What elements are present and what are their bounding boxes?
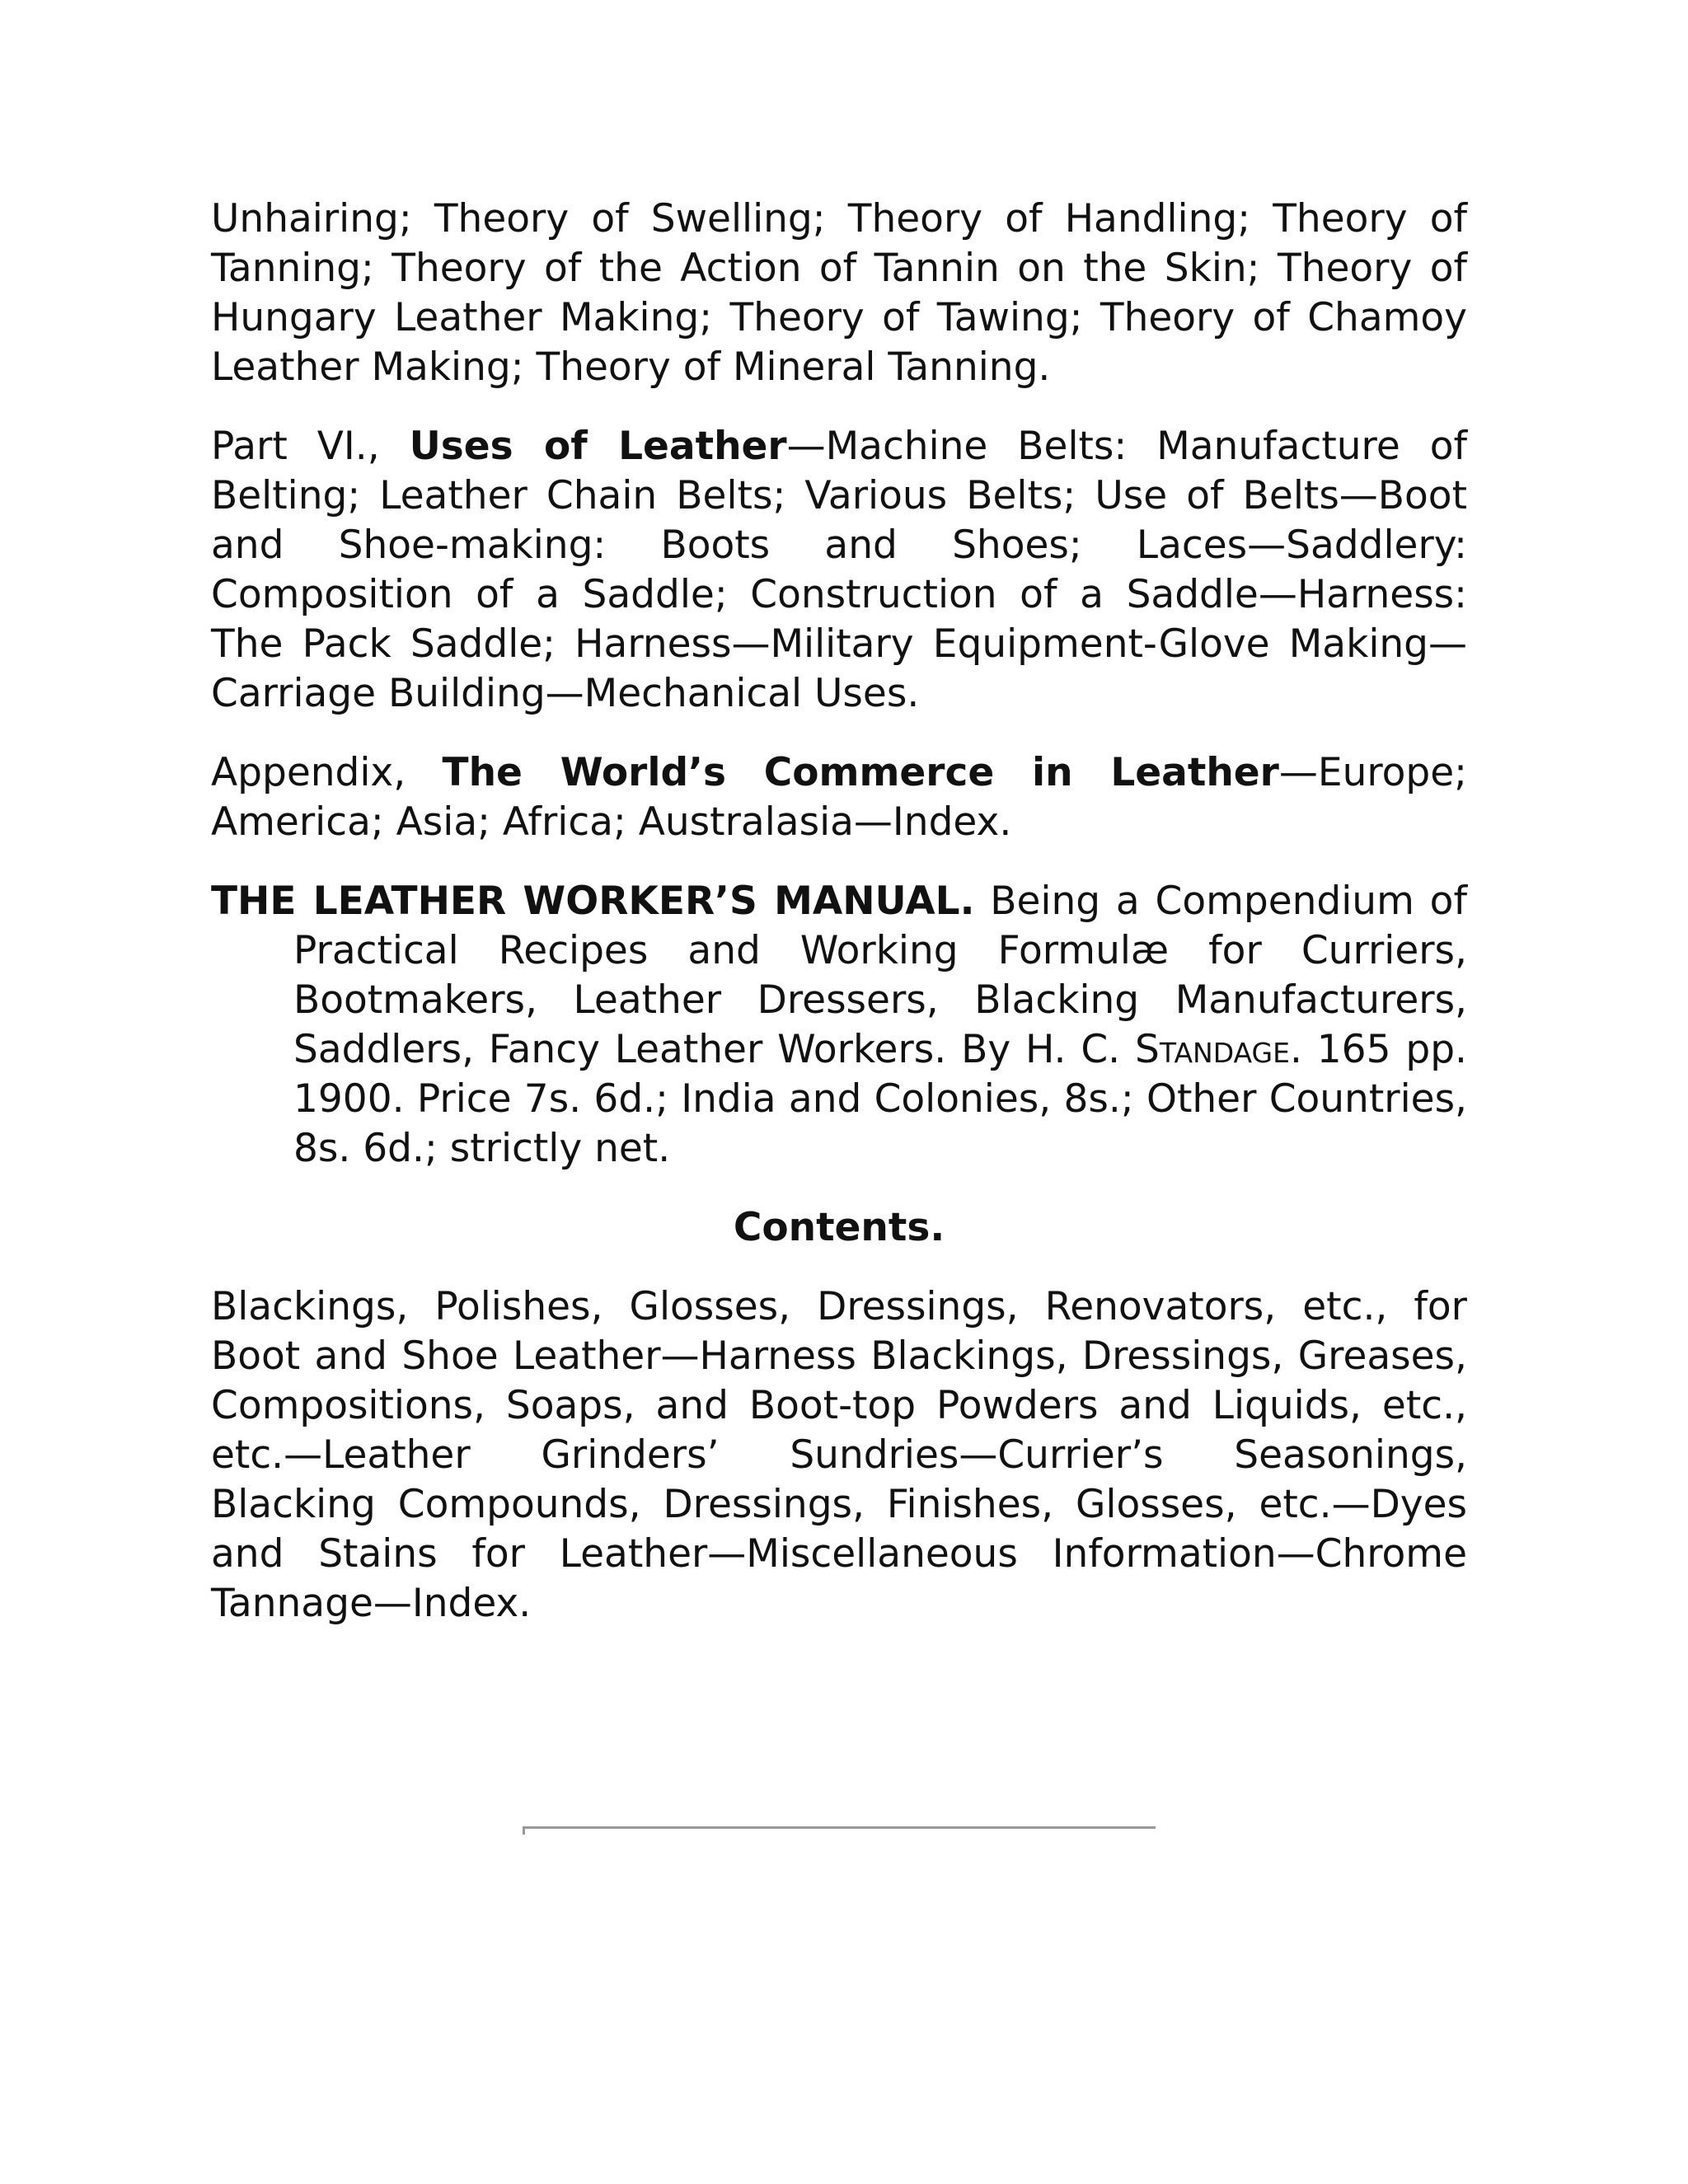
part-vi-paragraph (211, 422, 1467, 719)
page-content (211, 194, 1467, 1658)
appendix-paragraph (211, 748, 1467, 847)
manual-author: Standage (1135, 1027, 1290, 1072)
contents-heading: Contents. (733, 1205, 945, 1250)
part-vi-text: —Machine Belts: Manufacture of Belting; Leather Chain Belts; Various Belts; Use of Belts—Boot and Shoe-making: Boots and Shoes; Laces—Saddlery: Composition of a Saddle; Construction of a Saddle—Harness: The Pack Saddle; Harness—Military Equipment-Glove Making—Carriage Building—Mechanical Uses. (211, 424, 1468, 716)
manual-title: THE LEATHER WORKER’S MANUAL. (211, 879, 975, 924)
contents-paragraph: Blackings, Polishes, Glosses, Dressings, Renovators, etc., for Boot and Shoe Leather—Harness Blackings, Dressings, Greases, Compositions, Soaps, and Boot-top Powders and Liquids, etc., etc.—Leather Grinders’ Sundries—Currier’s Seasonings, Blacking Compounds, Dressings, Finishes, Glosses, etc.—Dyes and Stains for Leather—Miscellaneous Information—Chrome Tannage—Index. (211, 1284, 1467, 1626)
horizontal-rule (523, 1826, 1156, 1829)
manual-description: Being a Compendium of Practical Recipes and Working Formulæ for Curriers, Bootmakers, Leather Dressers, Blacking Manufacturers, Saddlers, Fancy Leather Workers. By H. C. (293, 879, 1467, 1072)
part-vi-title: Uses of Leather (409, 424, 787, 469)
theory-paragraph: Unhairing; Theory of Swelling; Theory of Handling; Theory of Tanning; Theory of the Action of Tannin on the Skin; Theory of Hungary Leather Making; Theory of Tawing; Theory of Chamoy Leather Making; Theory of Mineral Tanning. (211, 196, 1467, 390)
appendix-text: —Europe; America; Asia; Africa; Australasia—Index. (211, 750, 1467, 845)
appendix-prefix: Appendix, (211, 750, 443, 795)
appendix-title: The World’s Commerce in Leather (442, 750, 1279, 795)
part-vi-prefix: Part VI., (211, 424, 410, 469)
manual-details: . 165 pp. 1900. Price 7s. 6d.; India and Colonies, 8s.; Other Countries, 8s. 6d.; strictly net. (293, 1027, 1467, 1171)
manual-entry (211, 877, 1467, 1174)
